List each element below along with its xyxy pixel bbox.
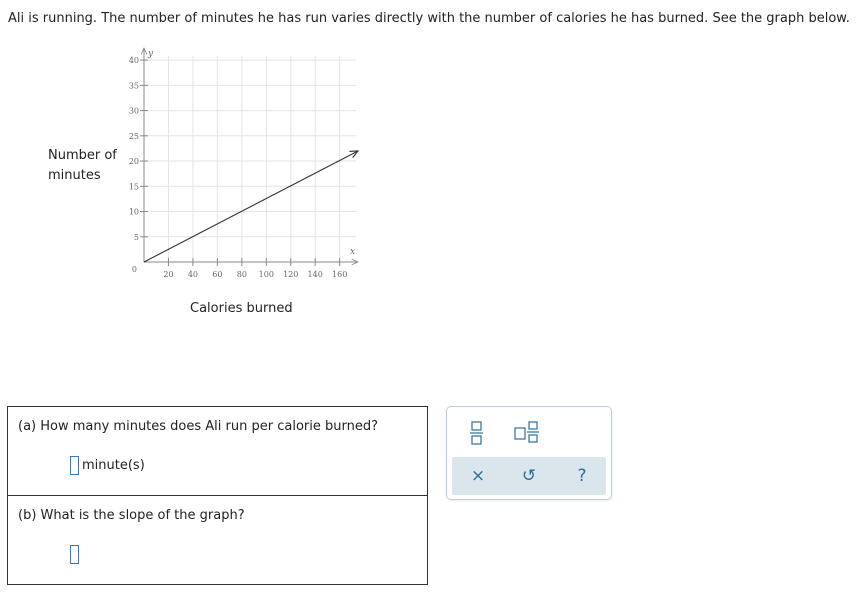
y-tick-label: 10: [128, 207, 139, 217]
x-tick-label: 140: [307, 270, 323, 279]
y-tick-label: 15: [128, 182, 139, 192]
y-tick-label: 35: [128, 81, 139, 91]
help-icon: ?: [577, 466, 587, 486]
mixed-number-icon: [513, 419, 543, 447]
x-axis-letter: x: [350, 247, 356, 257]
y-tick-label: 20: [128, 157, 139, 167]
help-button[interactable]: [570, 465, 594, 487]
undo-icon: ↺: [521, 466, 537, 486]
y-axis-letter: y: [148, 49, 154, 59]
fraction-icon: [467, 419, 487, 447]
y-tick-label: 25: [128, 131, 139, 141]
answer-a-input[interactable]: [70, 456, 79, 475]
y-axis-label-line-2: minutes: [48, 168, 101, 183]
question-b: [8, 495, 427, 584]
question-panel: [7, 406, 428, 585]
graph: [120, 42, 370, 282]
question-a-text: (a) How many minutes does Ali run per calorie burned?: [18, 419, 378, 434]
x-tick-label: 80: [236, 270, 247, 279]
y-tick-label: 40: [128, 56, 139, 66]
question-a: [8, 407, 427, 495]
x-tick-label: 120: [283, 270, 299, 279]
answer-a-unit: minute(s): [82, 458, 145, 473]
question-a-answer-row: [70, 456, 145, 475]
data-line: [144, 151, 358, 262]
math-toolbox: [446, 406, 612, 500]
y-axis-label-line-1: Number of: [48, 148, 117, 163]
x-axis-label: Calories burned: [190, 301, 293, 316]
y-tick-label: 30: [128, 106, 139, 116]
undo-button[interactable]: [517, 465, 541, 487]
x-tick-label: 100: [258, 270, 274, 279]
origin-label: 0: [131, 265, 137, 274]
close-icon: ×: [470, 466, 486, 486]
x-tick-label: 20: [163, 270, 174, 279]
y-tick-label: 5: [133, 232, 139, 242]
question-b-text: (b) What is the slope of the graph?: [18, 508, 245, 523]
question-b-answer-row: [70, 545, 79, 564]
mixed-number-button[interactable]: [513, 419, 543, 447]
toolbox-action-row: [452, 457, 606, 495]
problem-statement: Ali is running. The number of minutes he has run varies directly with the number of calories he has burned. See the graph below.: [8, 11, 850, 26]
fraction-button[interactable]: [467, 419, 487, 447]
x-tick-label: 60: [212, 270, 223, 279]
x-tick-label: 40: [187, 270, 199, 279]
toolbox-template-row: [447, 407, 611, 455]
clear-button[interactable]: [466, 465, 490, 487]
answer-b-input[interactable]: [70, 545, 79, 564]
x-tick-label: 160: [332, 270, 348, 279]
y-axis-label: [48, 146, 117, 186]
